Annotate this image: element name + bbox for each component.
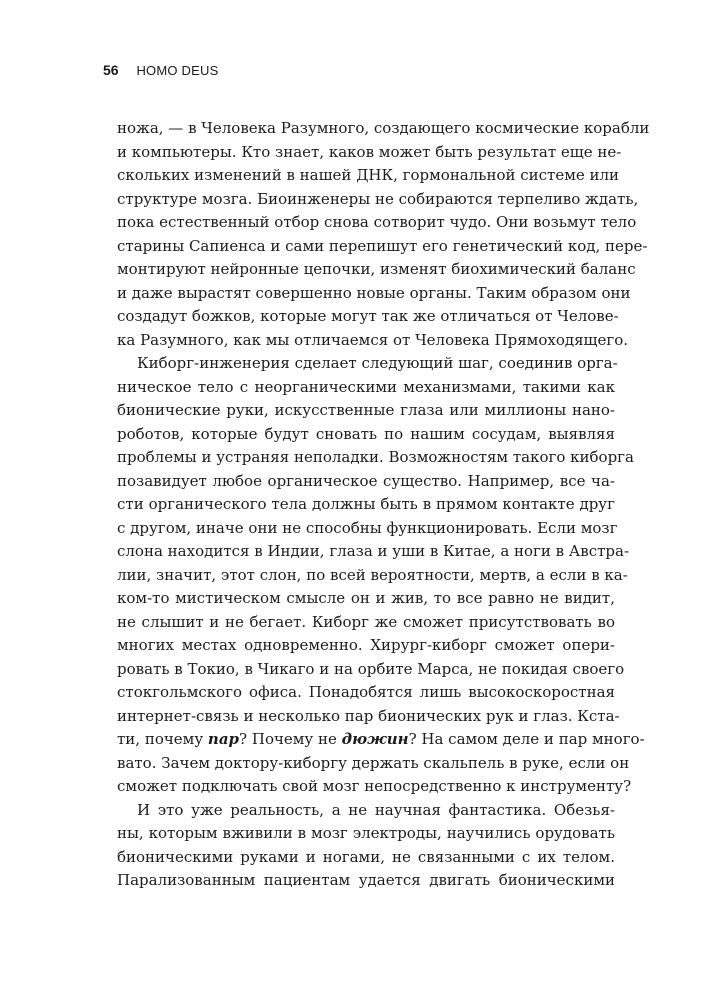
text-line-emphasis: [117, 728, 645, 752]
text-line: Парализованным пациентам удается двигать бионическими: [117, 871, 615, 889]
text-line: сти органического тела должны быть в прямом контакте друг: [117, 495, 615, 513]
text-line: ножа, — в Человека Разумного, создающего космические корабли: [117, 119, 650, 137]
paragraph-2: [117, 352, 645, 799]
text-line: и компьютеры. Кто знает, каков может быть результат еще не-: [117, 142, 622, 161]
text-line: сможет подключать свой мозг непосредственно к инструменту?: [117, 777, 632, 795]
text-line: И это уже реальность, а не научная фантастика. Обезья-: [137, 800, 615, 819]
text-fragment: ти, почему: [117, 730, 208, 748]
text-line: интернет-связь и несколько пар бионических рук и глаз. Кста-: [117, 706, 620, 725]
text-line: многих местах одновременно. Хирург-киборг сможет опери-: [117, 636, 615, 654]
text-line: ровать в Токио, в Чикаго и на орбите Марса, не покидая своего: [117, 659, 625, 678]
book-title: HOMO DEUS: [136, 63, 219, 78]
text-line: бионические руки, искусственные глаза или миллионы нано-: [117, 401, 615, 419]
text-line: не слышит и не бегает. Киборг же сможет присутствовать во: [117, 612, 615, 631]
text-line: ны, которым вживили в мозг электроды, научились орудовать: [117, 824, 615, 842]
text-line: старины Сапиенса и сами перепишут его генетический код, пере-: [117, 236, 648, 255]
text-fragment: ? На самом деле и пар много-: [408, 730, 645, 748]
text-line: позавидует любое органическое существо. Например, все ча-: [117, 471, 615, 490]
emphasis-word: пар: [207, 730, 240, 748]
text-fragment: ? Почему не: [239, 730, 342, 748]
text-line: скольких изменений в нашей ДНК, гормональной системе или: [117, 166, 620, 184]
text-line: проблемы и устраняя неполадки. Возможностям такого киборга: [117, 448, 634, 466]
paragraph-1: [117, 117, 650, 352]
text-line: лии, значит, этот слон, по всей вероятности, мертв, а если в ка-: [117, 565, 628, 584]
paragraph-3: [117, 799, 615, 893]
text-line: создадут божков, которые могут так же отличаться от Челове-: [117, 307, 619, 325]
text-line: Киборг-инженерия сделает следующий шаг, соединив орга-: [137, 354, 618, 372]
text-line: и даже вырастят совершенно новые органы. Таким образом они: [117, 283, 631, 302]
text-line: структуре мозга. Биоинженеры не собираются терпеливо ждать,: [117, 189, 639, 208]
text-line: ком-то мистическом смысле он и жив, то все равно не видит,: [117, 589, 615, 607]
text-line: ка Разумного, как мы отличаемся от Человека Прямоходящего.: [117, 330, 629, 349]
text-line: слона находится в Индии, глаза и уши в Китае, а ноги в Австра-: [117, 542, 630, 560]
text-line: ническое тело с неорганическими механизмами, такими как: [117, 377, 615, 396]
text-line: с другом, иначе они не способны функционировать. Если мозг: [117, 518, 618, 537]
body-text: [117, 117, 650, 893]
page-number: 56: [103, 62, 119, 78]
text-line: монтируют нейронные цепочки, изменят биохимический баланс: [117, 260, 636, 278]
emphasis-word: дюжин: [341, 730, 409, 748]
text-line: пока естественный отбор снова сотворит чудо. Они возьмут тело: [117, 213, 637, 231]
running-header: [103, 62, 218, 78]
text-line: бионическими руками и ногами, не связанными с их телом.: [117, 847, 615, 866]
text-line: вато. Зачем доктору-киборгу держать скальпель в руке, если он: [117, 753, 630, 772]
text-line: роботов, которые будут сновать по нашим сосудам, выявляя: [117, 424, 615, 443]
text-line: стокгольмского офиса. Понадобятся лишь высокоскоростная: [117, 683, 615, 701]
